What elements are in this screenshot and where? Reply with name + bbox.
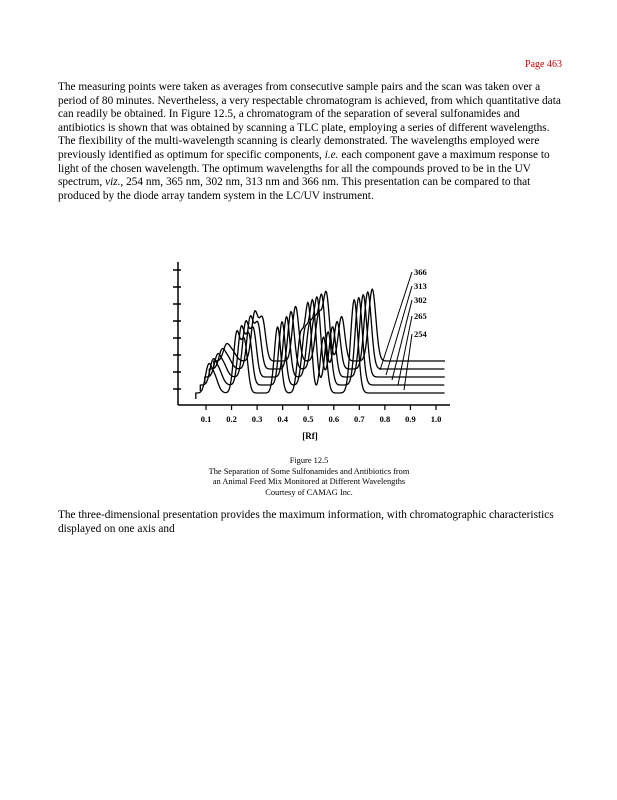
caption-figure-number: Figure 12.5 [289,456,329,465]
legend-leader-254 [404,334,412,390]
x-tick-label-0.9: 0.9 [405,414,416,424]
legend-label-302: 302 [414,295,427,305]
x-tick-label-0.6: 0.6 [328,414,340,424]
figure-caption [150,456,468,498]
x-tick-label-0.1: 0.1 [200,414,212,424]
legend-label-366: 366 [414,267,427,277]
paragraph-1-part-1: The measuring points were taken as averages from consecutive sample pairs and the scan was taken over a period of 80 minutes. Nevertheless, a very respectable chromatogram is achieved, from which quantitative data can readily be obtained. In Figure 12.5, a chromatogram of the separation of several sulfonamides and antibiotics is shown that was obtained by scanning a TLC plate, employing a series of different wavelengths. The flexibility of the multi-wavelength scanning is clearly demonstrated. The wavelengths employed were previously identified as optimum for specific components, [58,81,561,161]
x-tick-label-0.4: 0.4 [277,414,288,424]
legend-label-254: 254 [414,329,427,339]
x-tick-label-0.2: 0.2 [226,414,237,424]
x-tick-label-1.0: 1.0 [430,414,442,424]
x-axis-label: [Rf] [302,431,318,441]
paragraph-1-part-3: 254 nm, 365 nm, 302 nm, 313 nm and 366 nm. This presentation can be compared to that produced by the diode array tandem system in the LC/UV instrument. [58,176,531,202]
caption-credit: Courtesy of CAMAG Inc. [265,487,353,497]
legend-label-265: 265 [414,311,427,321]
paragraph-1-part-2: each component gave a maximum response to light of the chosen wavelength. The optimum wavelengths for all the compounds proved to be in the UV spectrum, [58,148,550,189]
chromatogram-figure [160,222,460,450]
legend-label-313: 313 [414,281,427,291]
x-tick-label-0.5: 0.5 [302,414,314,424]
x-tick-label-0.3: 0.3 [251,414,263,424]
page-number: Page 463 [525,59,562,70]
caption-title-line-2: an Animal Feed Mix Monitored at Different Wavelengths [212,477,406,487]
paragraph-1 [58,81,568,203]
x-tick-label-0.8: 0.8 [379,414,391,424]
viz-abbrev: viz., [105,176,124,189]
legend-leader-302 [392,300,412,380]
caption-title-line-1: The Separation of Some Sulfonamides and Antibiotics from [208,466,410,476]
ie-abbrev: i.e. [324,148,339,161]
chromatogram-chart [160,222,460,450]
paragraph-2: The three-dimensional presentation provides the maximum information, with chromatographic characteristics displayed on one axis and [58,509,554,535]
x-tick-label-0.7: 0.7 [354,414,365,424]
